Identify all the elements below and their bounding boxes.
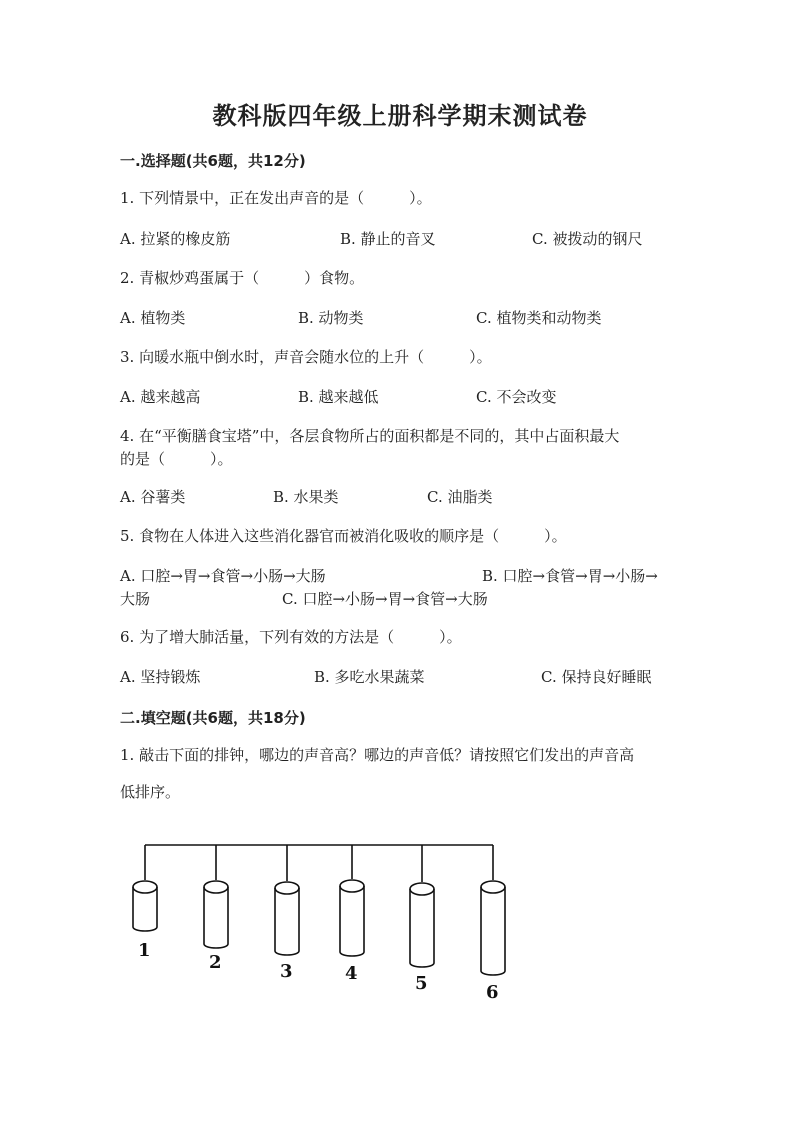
q2-option-b[interactable]: B. 动物类 <box>298 309 364 327</box>
q3-option-b[interactable]: B. 越来越低 <box>298 388 379 406</box>
q6-option-a[interactable]: A. 坚持锻炼 <box>120 668 201 686</box>
q3-option-a[interactable]: A. 越来越高 <box>120 388 201 406</box>
question-4-line-2: 的是（ ）。 <box>120 450 233 468</box>
section-heading-fill-in: 二.填空题(共6题，共18分) <box>120 709 306 727</box>
q4-option-b[interactable]: B. 水果类 <box>273 488 339 506</box>
bell-label-6: 6 <box>486 982 499 1003</box>
q4-option-c[interactable]: C. 油脂类 <box>427 488 493 506</box>
q4-option-a[interactable]: A. 谷薯类 <box>120 488 186 506</box>
question-2: 2. 青椒炒鸡蛋属于（ ）食物。 <box>120 269 365 287</box>
bell-label-5: 5 <box>415 973 428 994</box>
q1-option-a[interactable]: A. 拉紧的橡皮筋 <box>120 230 231 248</box>
q2-option-a[interactable]: A. 植物类 <box>120 309 186 327</box>
bell-1 <box>133 845 157 931</box>
question-4-line-1: 4. 在“平衡膳食宝塔”中，各层食物所占的面积都是不同的，其中占面积最大 <box>120 427 620 445</box>
question-3: 3. 向暖水瓶中倒水时，声音会随水位的上升（ ）。 <box>120 348 492 366</box>
bell-label-4: 4 <box>345 963 358 984</box>
q1-option-b[interactable]: B. 静止的音叉 <box>340 230 436 248</box>
q2-option-c[interactable]: C. 植物类和动物类 <box>476 309 602 327</box>
section-heading-choice: 一.选择题(共6题，共12分) <box>120 152 306 170</box>
question-6: 6. 为了增大肺活量，下列有效的方法是（ ）。 <box>120 628 462 646</box>
fill-question-1-line-1: 1. 敲击下面的排钟，哪边的声音高？哪边的声音低？请按照它们发出的声音高 <box>120 746 635 764</box>
question-1: 1. 下列情景中，正在发出声音的是（ ）。 <box>120 189 432 207</box>
page-title: 教科版四年级上册科学期末测试卷 <box>212 102 588 130</box>
bell-2 <box>204 845 228 948</box>
q5-option-b-continued[interactable]: 大肠 <box>120 590 151 608</box>
q1-option-c[interactable]: C. 被拨动的钢尺 <box>532 230 643 248</box>
q3-option-c[interactable]: C. 不会改变 <box>476 388 557 406</box>
bell-label-3: 3 <box>280 961 293 982</box>
q6-option-c[interactable]: C. 保持良好睡眠 <box>541 668 652 686</box>
q6-option-b[interactable]: B. 多吃水果蔬菜 <box>314 668 425 686</box>
bell-label-1: 1 <box>138 940 151 961</box>
q5-option-b[interactable]: B. 口腔→食管→胃→小肠→ <box>482 567 658 585</box>
fill-question-1-line-2: 低排序。 <box>120 783 181 801</box>
chime-bells-figure <box>120 835 540 1010</box>
bell-3 <box>275 845 299 955</box>
bell-5 <box>410 845 434 967</box>
q5-option-a[interactable]: A. 口腔→胃→食管→小肠→大肠 <box>120 567 326 585</box>
bell-4 <box>340 845 364 956</box>
q5-option-c[interactable]: C. 口腔→小肠→胃→食管→大肠 <box>282 590 488 608</box>
bell-6 <box>481 845 505 975</box>
bell-label-2: 2 <box>209 952 222 973</box>
question-5: 5. 食物在人体进入这些消化器官而被消化吸收的顺序是（ ）。 <box>120 527 567 545</box>
